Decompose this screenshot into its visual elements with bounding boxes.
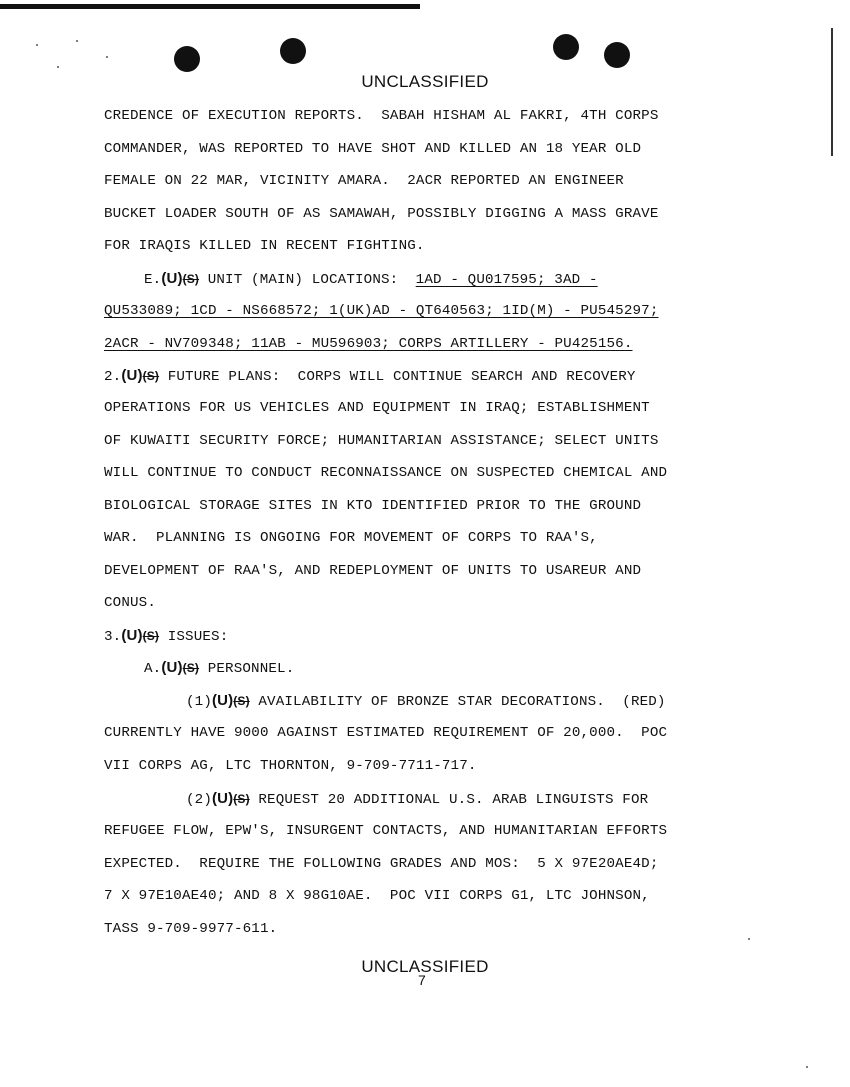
binder-hole-1 (174, 46, 200, 72)
struck-classification-mark: (S) (182, 661, 200, 675)
classification-mark: (U) (212, 790, 234, 807)
para-number: 3. (104, 629, 122, 645)
text-line: CONUS. (104, 595, 156, 611)
text-line: BUCKET LOADER SOUTH OF AS SAMAWAH, POSSIBLY DIGGING A MASS GRAVE (104, 206, 659, 222)
text-line: TASS 9-709-9977-611. (104, 921, 278, 937)
struck-classification-mark: (S) (182, 272, 200, 286)
personnel-heading-line (144, 659, 294, 678)
classification-mark: (U) (161, 270, 183, 287)
issues-heading-line (104, 627, 228, 646)
item-1-text: AVAILABILITY OF BRONZE STAR DECORATIONS. (RED) (249, 694, 666, 710)
para-number: 2. (104, 369, 122, 385)
item-number: (2) (186, 792, 212, 808)
unit-location-list: 2ACR - NV709348; 11AB - MU596903; CORPS ARTILLERY - PU425156. (104, 336, 633, 352)
text-line: DEVELOPMENT OF RAA'S, AND REDEPLOYMENT OF UNITS TO USAREUR AND (104, 563, 642, 579)
unit-location-list: QU533089; 1CD - NS668572; 1(UK)AD - QT640563; 1ID(M) - PU545297; (104, 303, 659, 319)
scan-speck (748, 938, 750, 940)
text-line: OPERATIONS FOR US VEHICLES AND EQUIPMENT IN IRAQ; ESTABLISHMENT (104, 400, 650, 416)
text-line: COMMANDER, WAS REPORTED TO HAVE SHOT AND KILLED AN 18 YEAR OLD (104, 141, 642, 157)
text-line: VII CORPS AG, LTC THORNTON, 9-709-7711-717. (104, 758, 477, 774)
struck-classification-mark: (S) (233, 792, 250, 806)
item-2-text: REQUEST 20 ADDITIONAL U.S. ARAB LINGUISTS FOR (249, 792, 649, 808)
text-line: BIOLOGICAL STORAGE SITES IN KTO IDENTIFIED PRIOR TO THE GROUND (104, 498, 642, 514)
scan-speck (57, 66, 59, 68)
para-number: A. (144, 661, 162, 677)
item-1-first-line (186, 692, 666, 711)
scan-right-edge-line (831, 28, 833, 156)
text-line: WILL CONTINUE TO CONDUCT RECONNAISSANCE ON SUSPECTED CHEMICAL AND (104, 465, 668, 481)
text-line: OF KUWAITI SECURITY FORCE; HUMANITARIAN ASSISTANCE; SELECT UNITS (104, 433, 659, 449)
scan-speck (76, 40, 78, 42)
scan-speck (106, 56, 108, 58)
text-line: 7 X 97E10AE40; AND 8 X 98G10AE. POC VII CORPS G1, LTC JOHNSON, (104, 888, 650, 904)
text-line: REFUGEE FLOW, EPW'S, INSURGENT CONTACTS, AND HUMANITARIAN EFFORTS (104, 823, 668, 839)
text-line: WAR. PLANNING IS ONGOING FOR MOVEMENT OF CORPS TO RAA'S, (104, 530, 598, 546)
page-number: 7 (418, 972, 426, 988)
text-line: CREDENCE OF EXECUTION REPORTS. SABAH HISHAM AL FAKRI, 4TH CORPS (104, 108, 659, 124)
struck-classification-mark: (S) (142, 629, 160, 643)
text-line: CURRENTLY HAVE 9000 AGAINST ESTIMATED REQUIREMENT OF 20,000. POC (104, 725, 668, 741)
future-plans-heading-line (104, 367, 636, 386)
classification-mark: (U) (161, 659, 183, 676)
issues-heading: ISSUES: (159, 629, 229, 645)
classification-mark: (U) (212, 692, 234, 709)
future-plans-first-line: FUTURE PLANS: CORPS WILL CONTINUE SEARCH AND RECOVERY (159, 369, 636, 385)
classification-mark: (U) (121, 627, 143, 644)
binder-hole-2 (280, 38, 306, 64)
text-line: FOR IRAQIS KILLED IN RECENT FIGHTING. (104, 238, 425, 254)
personnel-heading: PERSONNEL. (199, 661, 295, 677)
binder-hole-4 (604, 42, 630, 68)
scan-top-bar (0, 4, 420, 9)
unit-location-list: 1AD - QU017595; 3AD - (415, 272, 598, 288)
unit-locations-heading: UNIT (MAIN) LOCATIONS: (199, 272, 416, 288)
scan-speck (36, 44, 38, 46)
struck-classification-mark: (S) (142, 369, 160, 383)
text-line: EXPECTED. REQUIRE THE FOLLOWING GRADES AND MOS: 5 X 97E20AE4D; (104, 856, 659, 872)
item-number: (1) (186, 694, 212, 710)
binder-hole-3 (553, 34, 579, 60)
unit-locations-heading-line (144, 270, 598, 289)
item-2-first-line (186, 790, 648, 809)
para-number: E. (144, 272, 162, 288)
struck-classification-mark: (S) (233, 694, 250, 708)
scan-speck (806, 1066, 808, 1068)
footer-classification-marking: UNCLASSIFIED (361, 957, 489, 976)
text-line: FEMALE ON 22 MAR, VICINITY AMARA. 2ACR REPORTED AN ENGINEER (104, 173, 624, 189)
classification-mark: (U) (121, 367, 143, 384)
header-classification-marking: UNCLASSIFIED (361, 72, 489, 91)
